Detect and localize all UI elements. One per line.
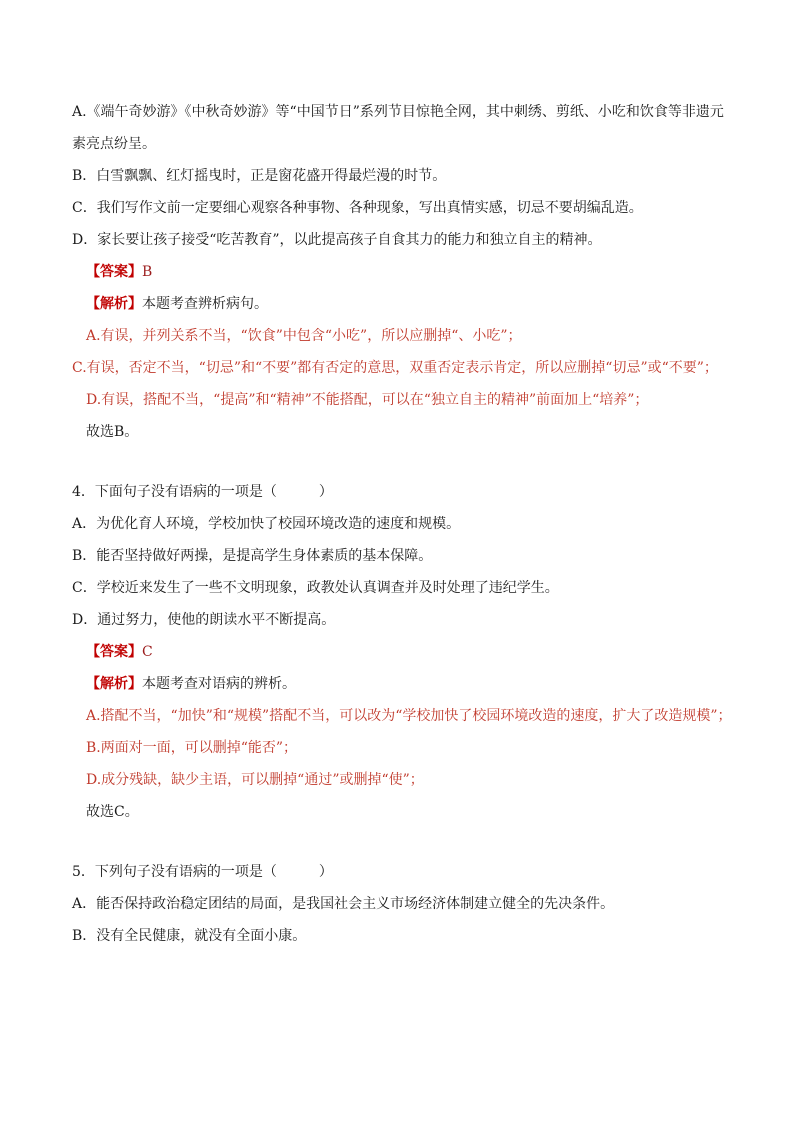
q4-answer-value: C — [142, 644, 153, 660]
q4-option-a: A．为优化育人环境，学校加快了校园环境改造的速度和规模。 — [72, 516, 461, 532]
q3-option-b: B．白雪飘飘、红灯摇曳时，正是窗花盛开得最烂漫的时节。 — [72, 168, 447, 184]
q3-analysis — [72, 288, 732, 320]
q4-analysis-a: A.搭配不当，“加快”和“规模”搭配不当，可以改为“学校加快了校园环境改造的速度，扩大了改造规模”； — [86, 708, 732, 724]
q4-analysis-label: 【解析】 — [86, 676, 142, 692]
q3-analysis-c: C.有误，否定不当，“切忌”和“不要”都有否定的意思，双重否定表示肯定，所以应删掉“切忌”或“不要”； — [72, 360, 718, 376]
q3-analysis-label: 【解析】 — [86, 296, 142, 312]
document-content — [72, 96, 732, 952]
q3-option-c: C．我们写作文前一定要细心观察各种事物、各种现象，写出真情实感，切忌不要胡编乱造。 — [72, 200, 643, 216]
q4-conclusion: 故选C。 — [86, 804, 139, 820]
q3-option-a: A.《端午奇妙游》《中秋奇妙游》等“中国节日”系列节目惊艳全网，其中刺绣、剪纸、小吃和饮食等非遗元素亮点纷呈。 — [72, 104, 724, 152]
q4-analysis-b: B.两面对一面，可以删掉“能否”； — [86, 740, 298, 756]
q5-option-a: A．能否保持政治稳定团结的局面，是我国社会主义市场经济体制建立健全的先决条件。 — [72, 896, 615, 912]
q3-answer — [72, 256, 732, 288]
q4-analysis-intro: 本题考查对语病的辨析。 — [142, 676, 296, 692]
section-spacer — [72, 448, 732, 476]
q3-option-d: D．家长要让孩子接受“吃苦教育”，以此提高孩子自食其力的能力和独立自主的精神。 — [72, 232, 602, 248]
q3-answer-label: 【答案】 — [86, 264, 142, 280]
q4-analysis — [72, 668, 732, 700]
q3-analysis-a: A.有误，并列关系不当，“饮食”中包含“小吃”，所以应删掉“、小吃”； — [86, 328, 522, 344]
q5-option-b: B．没有全民健康，就没有全面小康。 — [72, 928, 307, 944]
q4-title: 4．下面句子没有语病的一项是（ ） — [72, 484, 333, 500]
q3-analysis-d: D.有误，搭配不当，“提高”和“精神”不能搭配，可以在“独立自主的精神”前面加上“培养”； — [86, 392, 649, 408]
q3-analysis-intro: 本题考查辨析病句。 — [142, 296, 268, 312]
q3-answer-value: B — [142, 264, 153, 280]
q4-option-b: B．能否坚持做好两操，是提高学生身体素质的基本保障。 — [72, 548, 433, 564]
q4-analysis-d: D.成分残缺，缺少主语，可以删掉“通过”或删掉“使”； — [86, 772, 424, 788]
q4-option-c: C．学校近来发生了一些不文明现象，政教处认真调查并及时处理了违纪学生。 — [72, 580, 559, 596]
q4-option-d: D．通过努力，使他的朗读水平不断提高。 — [72, 612, 336, 628]
q4-answer-label: 【答案】 — [86, 644, 142, 660]
q3-conclusion: 故选B。 — [86, 424, 139, 440]
q4-answer — [72, 636, 732, 668]
q5-title: 5．下列句子没有语病的一项是（ ） — [72, 864, 333, 880]
section-spacer — [72, 828, 732, 856]
